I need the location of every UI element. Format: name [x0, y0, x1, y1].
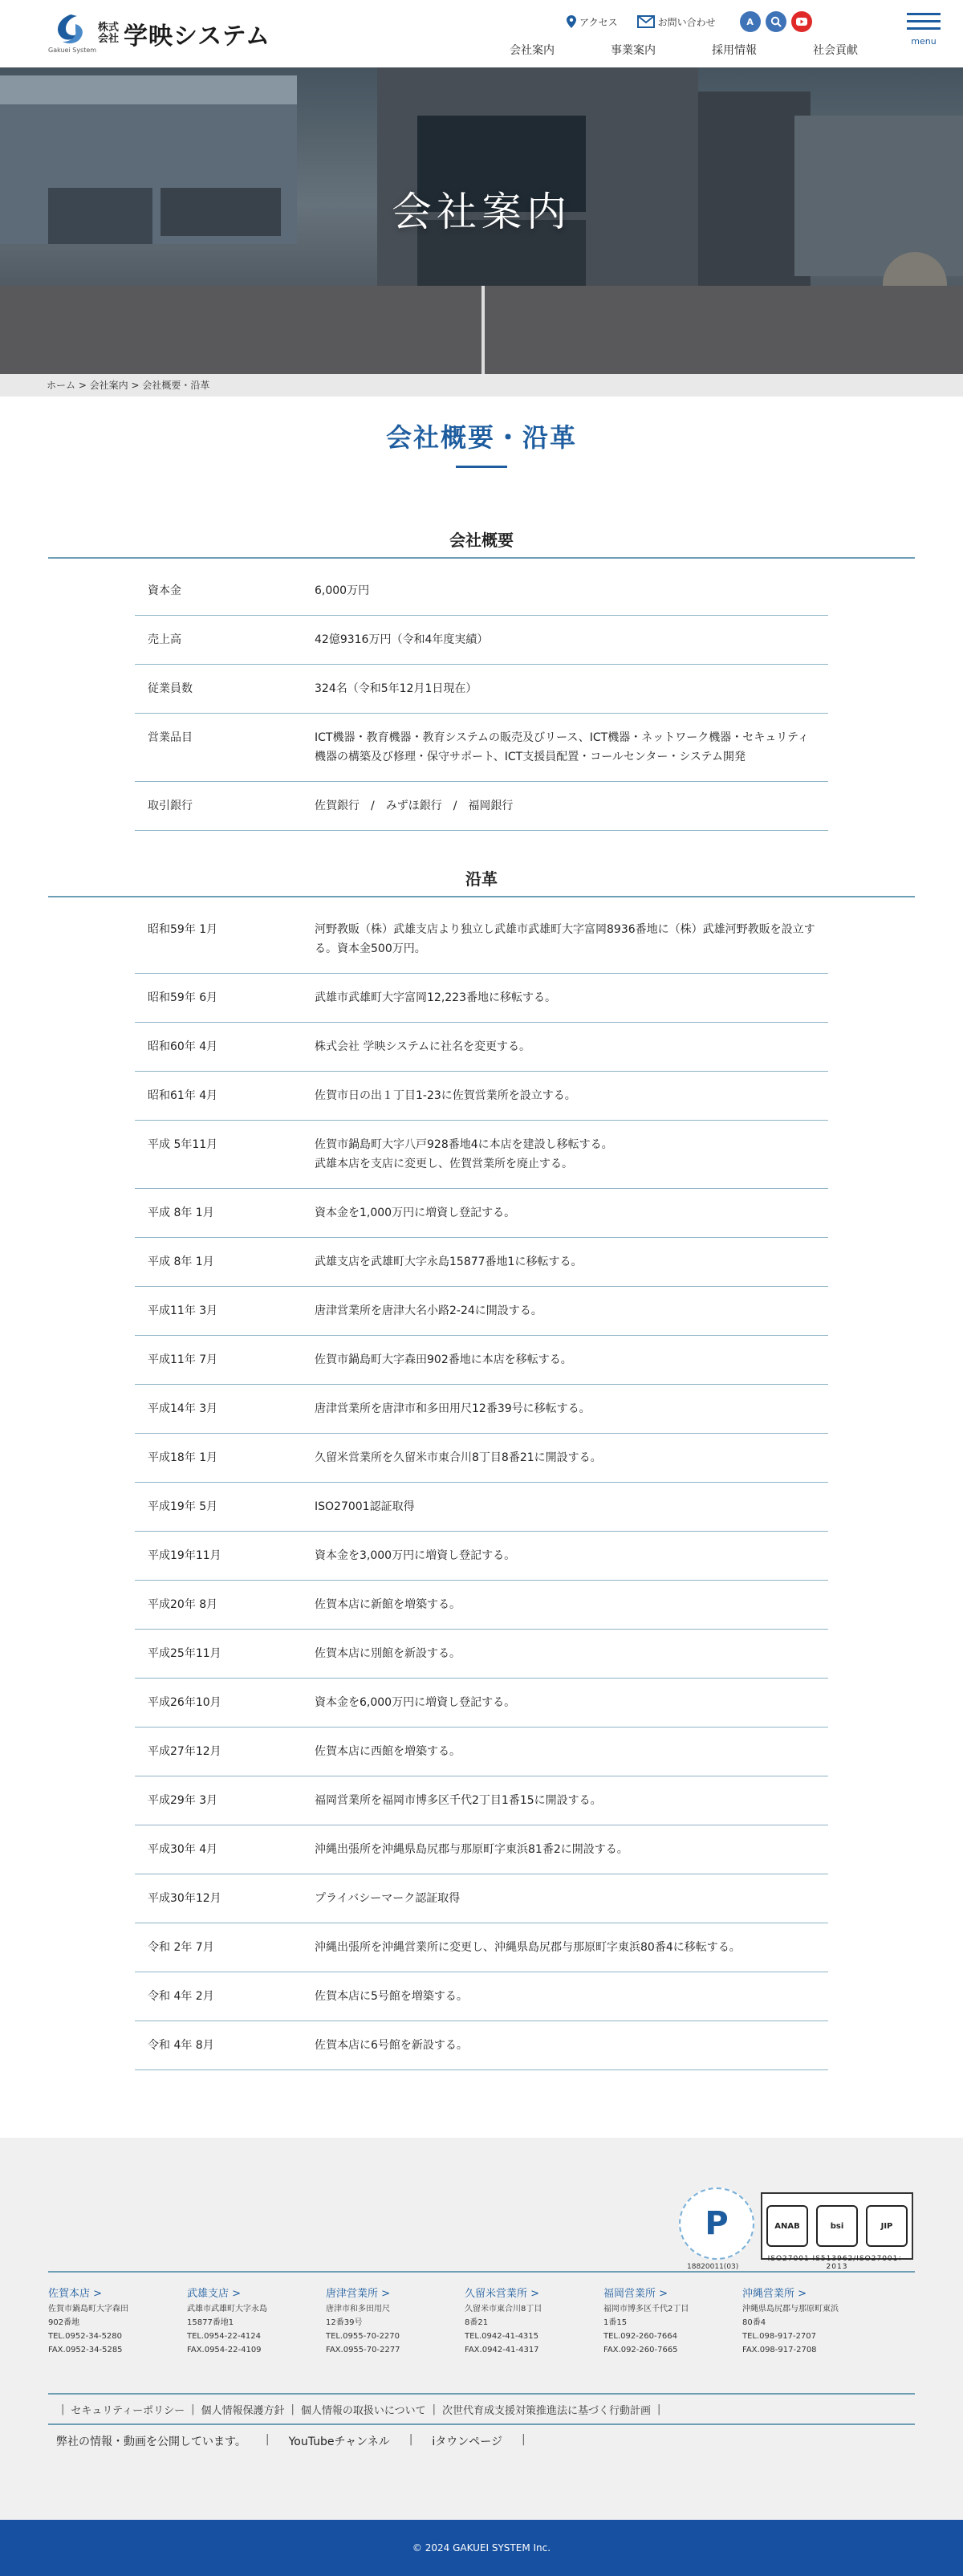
row-value: 資本金を3,000万円に増資し登記する。: [302, 1532, 828, 1581]
access-link[interactable]: [567, 15, 618, 29]
footer-link[interactable]: 個人情報保護方針: [201, 2404, 285, 2417]
table-row: [135, 1825, 828, 1874]
search-icon: [770, 16, 782, 27]
map-pin-icon: [567, 15, 576, 28]
row-label: 昭和59年 1月: [135, 905, 302, 974]
row-value: 福岡営業所を福岡市博多区千代2丁目1番15に開設する。: [302, 1776, 828, 1825]
office-item: [48, 2287, 187, 2357]
row-value: ISO27001認証取得: [302, 1483, 828, 1532]
logo-name: 学映システム: [124, 22, 271, 51]
table-row: [135, 1874, 828, 1923]
row-value: 佐賀本店に6号館を新設する。: [302, 2021, 828, 2070]
row-label: 平成18年 1月: [135, 1434, 302, 1483]
row-value: 佐賀本店に別館を新設する。: [302, 1630, 828, 1679]
row-value: 佐賀市日の出１丁目1-23に佐賀営業所を設立する。: [302, 1072, 828, 1121]
row-label: 平成26年10月: [135, 1679, 302, 1728]
row-value: 佐賀市鍋島町大字森田902番地に本店を移転する。: [302, 1336, 828, 1385]
table-row: [135, 1532, 828, 1581]
main-nav: [482, 42, 886, 58]
table-row: [135, 1189, 828, 1238]
table-row: [135, 1336, 828, 1385]
youtube-channel-link[interactable]: YouTubeチャンネル: [288, 2436, 390, 2448]
office-detail: 902番地: [48, 2318, 80, 2327]
row-label: 平成30年12月: [135, 1874, 302, 1923]
office-name-link[interactable]: 福岡営業所 >: [603, 2288, 668, 2300]
office-detail: FAX.092-260-7665: [603, 2346, 678, 2354]
row-label: 平成29年 3月: [135, 1776, 302, 1825]
row-label: 平成11年 3月: [135, 1287, 302, 1336]
row-value: 佐賀本店に西館を増築する。: [302, 1728, 828, 1776]
office-detail: 1番15: [603, 2318, 628, 2327]
table-row: [135, 1072, 828, 1121]
row-value: 武雄支店を武雄町大字永島15877番地1に移転する。: [302, 1238, 828, 1287]
contact-label: お問い合わせ: [657, 16, 716, 28]
table-row: [135, 782, 828, 831]
footer-links: | セキュリティーポリシー | 個人情報保護方針 | 個人情報の取扱いについて | 次世代育成支援対策推進法に基づく行動計画 |: [48, 2393, 915, 2425]
row-value: 42億9316万円（令和4年度実績）: [302, 616, 828, 665]
row-value: 唐津営業所を唐津大名小路2-24に開設する。: [302, 1287, 828, 1336]
office-item: [326, 2287, 465, 2357]
copyright: © 2024 GAKUEI SYSTEM Inc.: [412, 2542, 551, 2554]
office-detail: 久留米市東合川8丁目: [465, 2305, 542, 2314]
office-detail: 福岡市博多区千代2丁目: [603, 2305, 689, 2314]
row-label: 平成25年11月: [135, 1630, 302, 1679]
row-label: 令和 2年 7月: [135, 1923, 302, 1972]
logo-subtitle: Gakuei System: [48, 47, 97, 54]
office-item: [603, 2287, 742, 2357]
row-label: 売上高: [135, 616, 302, 665]
office-detail: 唐津市和多田用尺: [326, 2305, 390, 2314]
office-detail: 沖縄県島尻郡与那原町東浜: [742, 2305, 839, 2314]
office-detail: 80番4: [742, 2318, 766, 2327]
office-detail: 8番21: [465, 2318, 489, 2327]
hamburger-menu-button[interactable]: [907, 8, 941, 47]
history-table: [135, 905, 828, 2070]
footer-link[interactable]: 次世代育成支援対策推進法に基づく行動計画: [442, 2404, 652, 2417]
table-row: [135, 714, 828, 782]
iso-label: ISO27001 IS513962/ISO27001：2013: [767, 2255, 907, 2271]
row-label: 昭和61年 4月: [135, 1072, 302, 1121]
hero-banner: [0, 67, 963, 374]
office-detail: 15877番地1: [187, 2318, 234, 2327]
youtube-icon: [796, 18, 807, 26]
table-row: [135, 1238, 828, 1287]
footer-link[interactable]: 個人情報の取扱いについて: [300, 2404, 426, 2417]
row-label: 資本金: [135, 567, 302, 616]
office-detail: 12番39号: [326, 2318, 363, 2327]
row-value: 資本金を6,000万円に増資し登記する。: [302, 1679, 828, 1728]
office-detail: TEL.0955-70-2270: [326, 2332, 400, 2341]
office-detail: FAX.0955-70-2277: [326, 2346, 400, 2354]
row-label: 平成 5年11月: [135, 1121, 302, 1189]
hero-title: 会社案内: [392, 189, 571, 235]
access-label: アクセス: [579, 16, 618, 28]
row-label: 営業品目: [135, 714, 302, 782]
row-label: 昭和60年 4月: [135, 1023, 302, 1072]
office-name-link[interactable]: 佐賀本店 >: [48, 2288, 103, 2300]
office-detail: FAX.0942-41-4317: [465, 2346, 539, 2354]
row-label: 平成30年 4月: [135, 1825, 302, 1874]
copyright-bar: [0, 2520, 963, 2576]
row-value: 沖縄出張所を沖縄営業所に変更し、沖縄県島尻郡与那原町字東浜80番4に移転する。: [302, 1923, 828, 1972]
row-value: 唐津営業所を唐津市和多田用尺12番39号に移転する。: [302, 1385, 828, 1434]
table-row: [135, 905, 828, 974]
row-value: プライバシーマーク認証取得: [302, 1874, 828, 1923]
office-list: [48, 2271, 915, 2357]
page-title: 会社概要・沿革: [385, 422, 577, 453]
table-row: [135, 1776, 828, 1825]
office-detail: TEL.098-917-2707: [742, 2332, 817, 2341]
row-value: ICT機器・教育機器・教育システムの販売及びリース、ICT機器・ネットワーク機器・セキュリティ機器の構築及び修理・保守サポート、ICT支援員配置・コールセンター・システム開発: [302, 714, 828, 782]
row-value: 河野教販（株）武雄支店より独立し武雄市武雄町大字富岡8936番地に（株）武雄河野教販を設立する。資本金500万円。: [302, 905, 828, 974]
nav-business[interactable]: 事業案内: [611, 44, 656, 57]
logo-kabushiki: 株式 会社: [98, 22, 120, 45]
row-label: 平成19年11月: [135, 1532, 302, 1581]
logo-mark-icon: [47, 11, 97, 56]
row-value: 沖縄出張所を沖縄県島尻郡与那原町字東浜81番2に開設する。: [302, 1825, 828, 1874]
font-size-button[interactable]: A: [740, 11, 761, 32]
table-row: [135, 1385, 828, 1434]
row-value: 武雄市武雄町大字富岡12,223番地に移転する。: [302, 974, 828, 1023]
table-row: [135, 1972, 828, 2021]
row-label: 平成20年 8月: [135, 1581, 302, 1630]
privacy-mark-number: 18820011(03): [687, 2263, 739, 2271]
menu-label: menu: [911, 36, 937, 47]
row-label: 昭和59年 6月: [135, 974, 302, 1023]
info-text: 弊社の情報・動画を公開しています。: [56, 2436, 246, 2448]
history-heading: 沿革: [48, 866, 915, 897]
row-value: 株式会社 学映システムに社名を変更する。: [302, 1023, 828, 1072]
office-item: [187, 2287, 326, 2357]
office-name-link[interactable]: 久留米営業所 >: [465, 2288, 540, 2300]
site-footer: [0, 2138, 963, 2520]
row-value: 佐賀本店に新館を増築する。: [302, 1581, 828, 1630]
privacy-mark-logo: P 18820011(03): [679, 2187, 754, 2260]
office-detail: FAX.0952-34-5285: [48, 2346, 123, 2354]
office-detail: TEL.0942-41-4315: [465, 2332, 539, 2341]
table-row: [135, 567, 828, 616]
row-label: 平成11年 7月: [135, 1336, 302, 1385]
contact-link[interactable]: [637, 15, 716, 29]
table-row: [135, 1679, 828, 1728]
office-detail: TEL.092-260-7664: [603, 2332, 678, 2341]
office-detail: TEL.0954-22-4124: [187, 2332, 262, 2341]
table-row: [135, 2021, 828, 2070]
office-item: [465, 2287, 603, 2357]
office-detail: FAX.098-917-2708: [742, 2346, 817, 2354]
table-row: [135, 1023, 828, 1072]
anab-badge: ANAB: [766, 2205, 808, 2247]
office-name-link[interactable]: 唐津営業所 >: [326, 2288, 391, 2300]
office-name-link[interactable]: 武雄支店 >: [187, 2288, 242, 2300]
table-row: [135, 1483, 828, 1532]
table-row: [135, 1287, 828, 1336]
certification-marks: [679, 2187, 913, 2271]
title-underline: [456, 466, 507, 468]
breadcrumb: ホーム > 会社案内 > 会社概要・沿革: [0, 374, 963, 397]
nav-csr[interactable]: 社会貢献: [813, 44, 858, 57]
row-label: 平成 8年 1月: [135, 1238, 302, 1287]
table-row: [135, 616, 828, 665]
table-row: [135, 974, 828, 1023]
office-item: [742, 2287, 881, 2357]
table-row: [135, 1630, 828, 1679]
table-row: [135, 1581, 828, 1630]
youtube-button[interactable]: [791, 11, 812, 32]
office-name-link[interactable]: 沖縄営業所 >: [742, 2288, 807, 2300]
site-logo[interactable]: [47, 11, 270, 56]
row-value: 佐賀本店に5号館を増築する。: [302, 1972, 828, 2021]
table-row: [135, 1728, 828, 1776]
footer-link[interactable]: セキュリティーポリシー: [71, 2404, 185, 2417]
row-value: 資本金を1,000万円に増資し登記する。: [302, 1189, 828, 1238]
table-row: [135, 665, 828, 714]
office-detail: TEL.0952-34-5280: [48, 2332, 123, 2341]
row-label: 従業員数: [135, 665, 302, 714]
row-label: 平成19年 5月: [135, 1483, 302, 1532]
office-detail: FAX.0954-22-4109: [187, 2346, 262, 2354]
overview-heading: 会社概要: [48, 527, 915, 559]
row-label: 令和 4年 2月: [135, 1972, 302, 2021]
table-row: [135, 1121, 828, 1189]
row-label: 平成14年 3月: [135, 1385, 302, 1434]
row-label: 令和 4年 8月: [135, 2021, 302, 2070]
row-value: 佐賀市鍋島町大字八戸928番地4に本店を建設し移転する。 武雄本店を支店に変更し、佐賀営業所を廃止する。: [302, 1121, 828, 1189]
jip-badge: JIP: [866, 2205, 908, 2247]
mail-icon: [637, 15, 655, 28]
row-value: 久留米営業所を久留米市東合川8丁目8番21に開設する。: [302, 1434, 828, 1483]
row-label: 取引銀行: [135, 782, 302, 831]
table-row: [135, 1434, 828, 1483]
row-value: 324名（令和5年12月1日現在）: [302, 665, 828, 714]
nav-recruit[interactable]: 採用情報: [712, 44, 757, 57]
row-value: 佐賀銀行 / みずほ銀行 / 福岡銀行: [302, 782, 828, 831]
office-detail: 佐賀市鍋島町大字森田: [48, 2305, 128, 2314]
row-label: 平成27年12月: [135, 1728, 302, 1776]
overview-table: [135, 567, 828, 831]
office-detail: 武雄市武雄町大字永島: [187, 2305, 267, 2314]
bsi-badge: bsi: [816, 2205, 858, 2247]
search-button[interactable]: [766, 11, 786, 32]
utility-bar: [567, 11, 812, 32]
nav-company[interactable]: 会社案内: [510, 44, 555, 57]
site-header: [0, 0, 963, 67]
row-value: 6,000万円: [302, 567, 828, 616]
table-row: [135, 1923, 828, 1972]
footer-info: 弊社の情報・動画を公開しています。 | YouTubeチャンネル | iタウンページ |: [56, 2433, 526, 2448]
row-label: 平成 8年 1月: [135, 1189, 302, 1238]
itownpage-link[interactable]: iタウンページ: [432, 2436, 503, 2448]
iso-certification-logo: [761, 2192, 913, 2271]
